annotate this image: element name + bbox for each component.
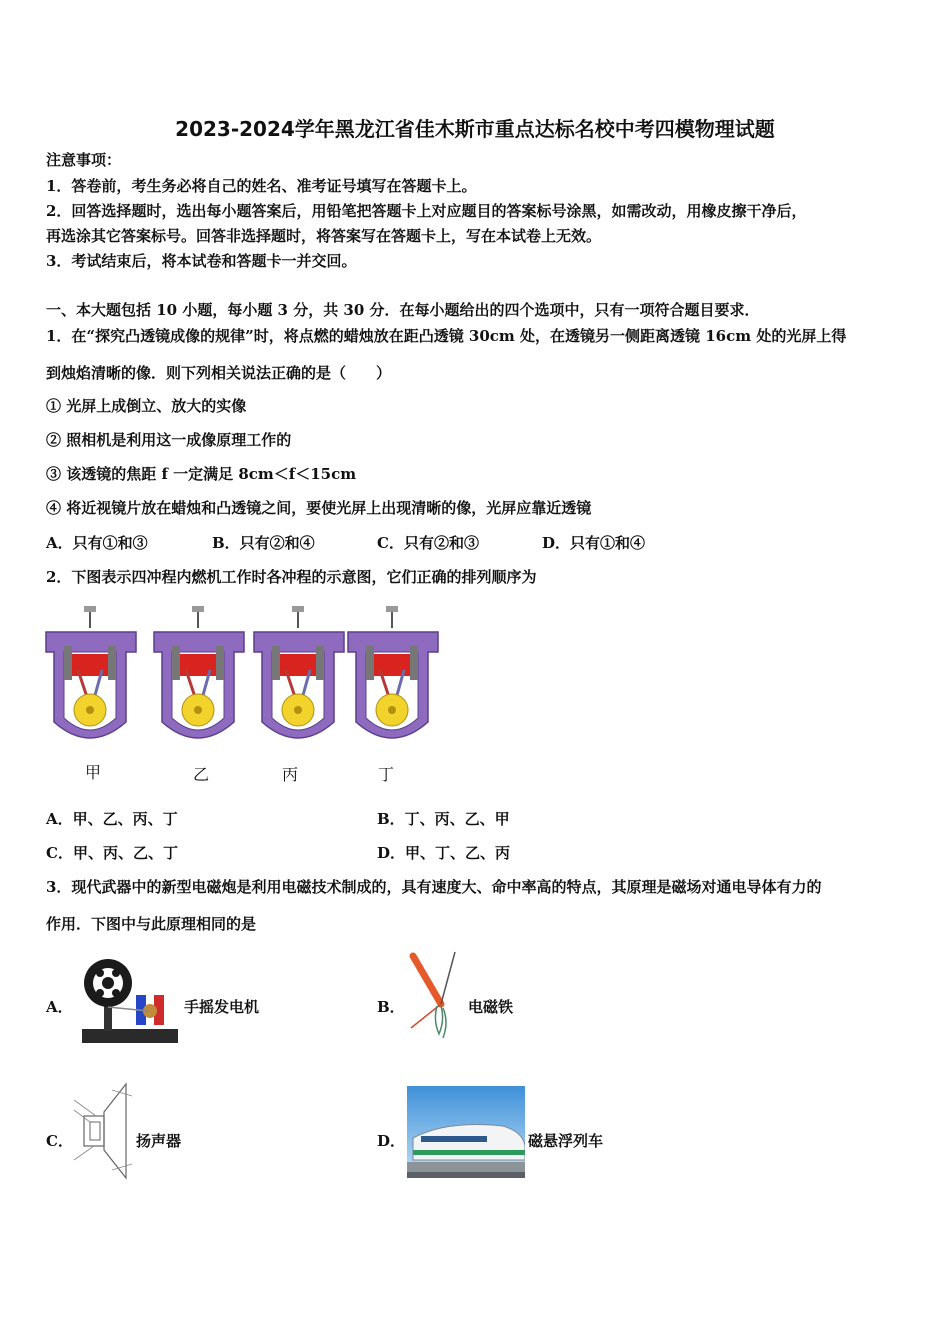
q3-option-c-letter: C． [46,1132,73,1150]
q3-option-d-letter: D． [377,1132,406,1150]
q1-option-d: D．只有①和④ [542,534,646,552]
q3-option-a-caption: 手摇发电机 [184,998,260,1016]
hand-crank-generator-image [78,955,182,1049]
electromagnet-image [405,950,465,1050]
notice-item-1: 1．答卷前，考生务必将自己的姓名、准考证号填写在答题卡上。 [46,177,477,195]
q2-option-a: A．甲、乙、丙、丁 [46,810,178,828]
q3-option-d-caption: 磁悬浮列车 [528,1132,604,1150]
loudspeaker-image [72,1080,134,1182]
notice-item-2-cont: 再选涂其它答案标号。回答非选择题时，将答案写在答题卡上，写在本试卷上无效。 [46,227,602,245]
q3-option-b-letter: B． [377,998,405,1016]
q3-option-a-letter: A． [46,998,73,1016]
q3-stem-line1: 3．现代武器中的新型电磁炮是利用电磁技术制成的，具有速度大、命中率高的特点，其原理是磁场对通电导体有力的 [46,878,822,896]
q3-stem-line2: 作用．下图中与此原理相同的是 [46,915,257,933]
q3-option-c-caption: 扬声器 [136,1132,182,1150]
engine-stroke-bing [254,606,344,738]
page-title: 2023-2024学年黑龙江省佳木斯市重点达标名校中考四模物理试题 [175,117,775,141]
q1-statement-3: ③ 该透镜的焦距 f 一定满足 8cm＜f＜15cm [46,465,357,483]
engine-label-ding: 丁 [378,765,395,784]
q1-stem-line2: 到烛焰清晰的像．则下列相关说法正确的是（ ） [46,364,392,382]
q3-option-b-caption: 电磁铁 [468,998,514,1016]
maglev-train-image [407,1086,525,1178]
engine-label-jia: 甲 [85,763,102,782]
engine-stroke-yi [154,606,244,738]
q1-statement-2: ② 照相机是利用这一成像原理工作的 [46,431,292,449]
engine-stroke-jia [46,606,136,738]
engine-strokes-figure [44,604,439,754]
notice-heading: 注意事项： [46,151,122,169]
q1-option-b: B．只有②和④ [212,534,315,552]
q2-option-c: C．甲、丙、乙、丁 [46,844,178,862]
q2-option-b: B．丁、丙、乙、甲 [377,810,510,828]
q1-statement-4: ④ 将近视镜片放在蜡烛和凸透镜之间，要使光屏上出现清晰的像，光屏应靠近透镜 [46,499,592,517]
q1-option-c: C．只有②和③ [377,534,479,552]
section-heading: 一、本大题包括 10 小题，每小题 3 分，共 30 分．在每小题给出的四个选项中，只有一项符合题目要求． [46,301,760,319]
notice-item-2: 2．回答选择题时，选出每小题答案后，用铅笔把答题卡上对应题目的答案标号涂黑，如需改动，用橡皮擦干净后， [46,202,807,220]
engine-label-bing: 丙 [282,765,299,784]
q1-stem-line1: 1．在“探究凸透镜成像的规律”时，将点燃的蜡烛放在距凸透镜 30cm 处，在透镜另一侧距离透镜 16cm 处的光屏上得 [46,327,847,345]
q1-statement-1: ① 光屏上成倒立、放大的实像 [46,397,247,415]
engine-stroke-ding [348,606,438,738]
q1-option-a: A．只有①和③ [46,534,148,552]
q2-stem: 2．下图表示四冲程内燃机工作时各冲程的示意图，它们正确的排列顺序为 [46,568,537,586]
notice-item-3: 3．考试结束后，将本试卷和答题卡一并交回。 [46,252,357,270]
q2-option-d: D．甲、丁、乙、丙 [377,844,511,862]
engine-label-yi: 乙 [193,765,210,784]
